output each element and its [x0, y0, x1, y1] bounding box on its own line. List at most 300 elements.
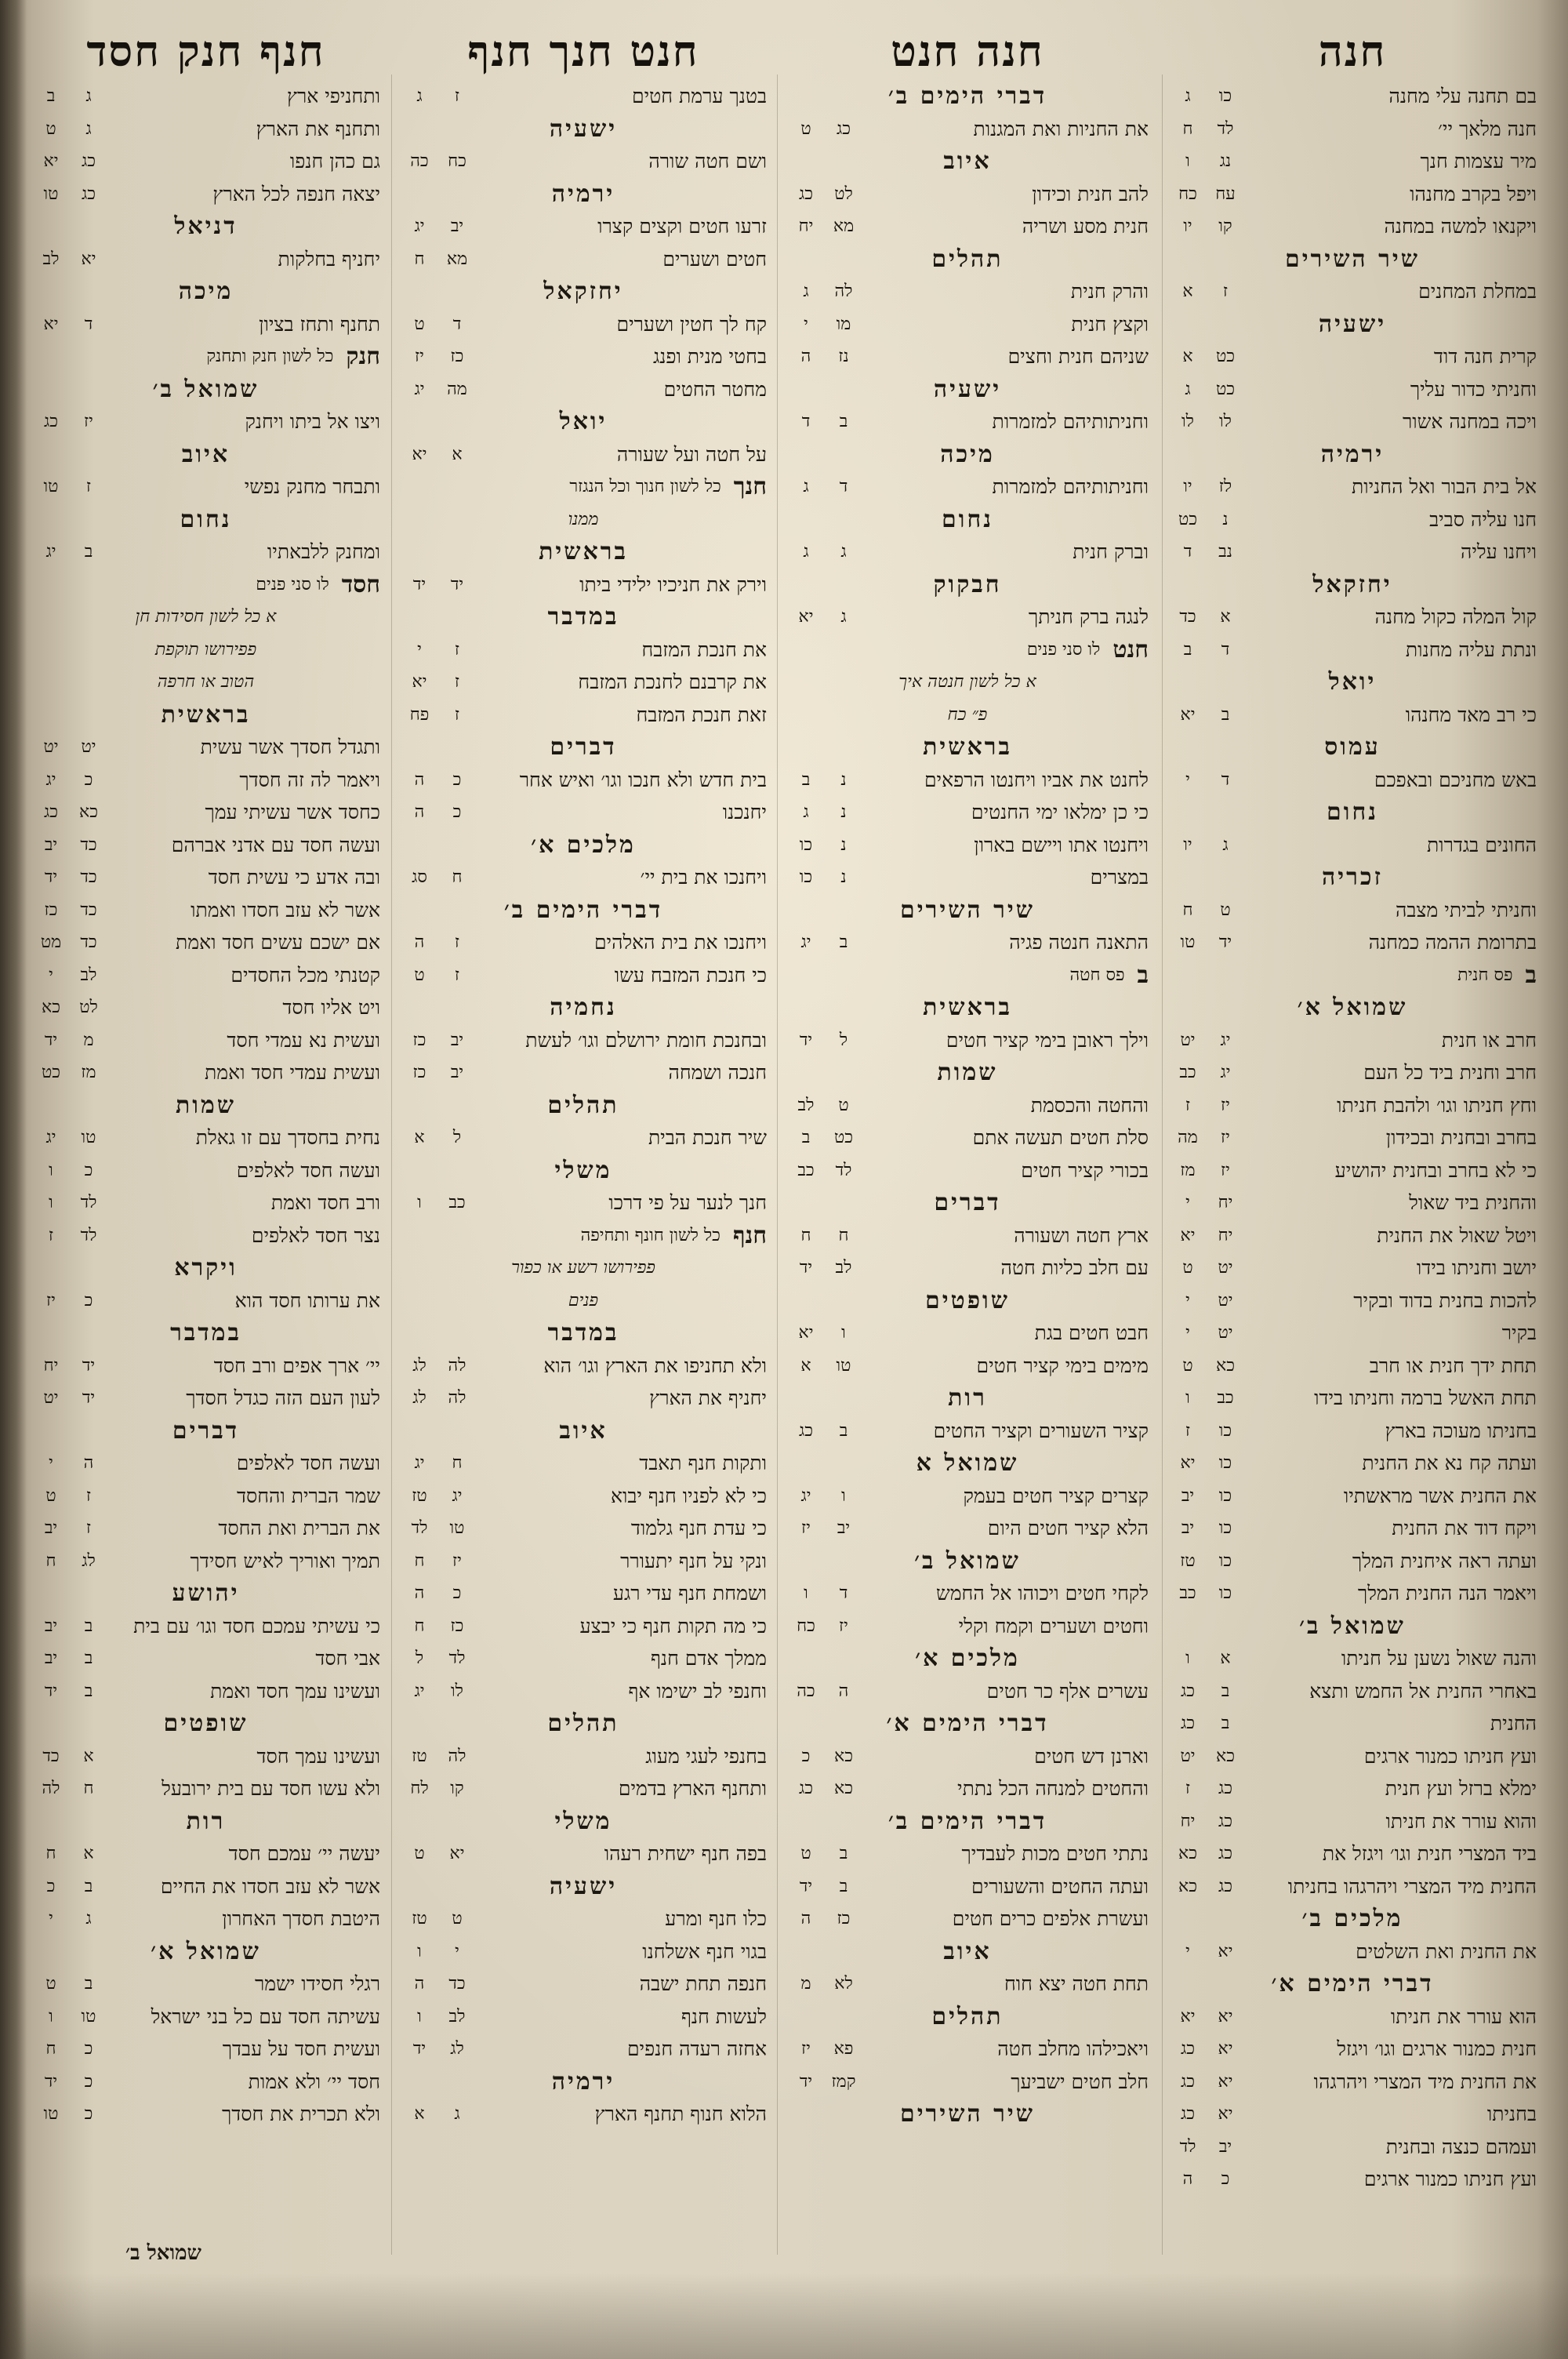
concordance-entry [400, 764, 767, 797]
column-body [31, 80, 380, 2131]
book-heading: נחום [180, 505, 232, 533]
concordance-entry [1168, 275, 1537, 308]
entry-chapter: יד [450, 574, 464, 594]
concordance-entry [786, 1870, 1149, 1903]
entry-chapter: לב [835, 1258, 852, 1278]
entry-quote: את החנית אשר מראשתיו [1343, 1484, 1537, 1507]
book-heading: שמות [937, 1059, 998, 1086]
entry-quote: קרית חנה דוד [1433, 345, 1537, 368]
concordance-entry [31, 243, 380, 276]
entry-verse: ט [800, 1844, 811, 1863]
concordance-entry [1168, 1805, 1537, 1838]
entry-quote: ויחנכו את בית האלהים [593, 931, 767, 954]
column-body [1168, 80, 1537, 2196]
entry-chapter: לג [450, 2039, 464, 2059]
entry-quote: יי׳ ארך אפים ורב חסד [213, 1354, 380, 1377]
entry-quote: על חטה ועל שעורה [616, 442, 767, 466]
entry-quote: החונים בגדרות [1426, 833, 1537, 856]
entry-chapter: ט [452, 1909, 463, 1928]
entry-quote: והחטים למנחה הכל נתתי [957, 1777, 1149, 1800]
concordance-entry [400, 666, 767, 699]
entry-verse: א [414, 1128, 425, 1147]
concordance-entry [400, 959, 767, 992]
entry-chapter: כ [452, 802, 462, 822]
concordance-entry [786, 926, 1149, 959]
root-word: חנף [732, 1221, 767, 1249]
concordance-entry [31, 2001, 380, 2034]
entry-chapter: כט [1215, 379, 1236, 399]
concordance-entry [400, 1837, 767, 1870]
concordance-entry [1168, 2131, 1537, 2164]
entry-verse: לד [1179, 2136, 1196, 2157]
entry-quote: זאת חנכת המזבח [636, 703, 767, 726]
entry-quote: נחית בחסדך עם זו גאלת [195, 1126, 380, 1149]
entry-verse: יא [1180, 704, 1196, 725]
entry-quote: תחנף ותחז בציון [259, 312, 380, 336]
concordance-entry [400, 1447, 767, 1480]
concordance-entry [31, 861, 380, 894]
entry-chapter: כג [1218, 1779, 1232, 1798]
concordance-entry [400, 373, 767, 406]
entry-verse: טו [43, 477, 59, 496]
concordance-entry [786, 1772, 1149, 1805]
concordance-entry [786, 2033, 1149, 2066]
entry-verse: לב [797, 1095, 815, 1115]
entry-chapter: כג [1218, 1844, 1232, 1863]
entry-chapter: מא [446, 249, 468, 269]
entry-quote: וחנפי לב ישימו אף [628, 1679, 767, 1703]
entry-quote: כי כן ימלאו ימי החנטים [971, 801, 1149, 823]
entry-verse: כ [801, 1746, 811, 1766]
concordance-entry [1168, 2001, 1537, 2034]
entry-quote: מיר עצמות חנך [1420, 150, 1537, 173]
concordance-entry [31, 1447, 380, 1480]
concordance-entry [786, 1837, 1149, 1870]
concordance-entry [786, 340, 1149, 373]
entry-verse: ו [417, 1193, 422, 1212]
entry-quote: ועשה חסד לאלפים [236, 1452, 380, 1474]
entry-quote: ממלך אדם חנף [650, 1647, 767, 1670]
entry-verse: ו [49, 1193, 53, 1212]
entry-chapter: לב [448, 2006, 466, 2026]
entry-quote: סלת חטים תעשה אתם [972, 1126, 1149, 1149]
entry-verse: ח [414, 1550, 425, 1571]
entry-quote: ועשינו עמך חסד ואמת [210, 1679, 380, 1703]
entry-verse: לב [42, 249, 60, 269]
entry-verse: לד [411, 1518, 428, 1538]
entry-quote: את קרבנם לחנכת המזבח [578, 671, 767, 693]
entry-quote: אל בית הבור ואל החניות [1351, 475, 1537, 498]
entry-chapter: ד [839, 1583, 848, 1603]
entry-verse: יו [1183, 216, 1192, 236]
entry-verse: י [417, 639, 422, 660]
root-explanation: א כל לשון חנטה איך [898, 672, 1036, 692]
concordance-entry [786, 601, 1149, 634]
entry-quote: את ערותו חסד הוא [234, 1289, 380, 1312]
entry-chapter: כא [79, 802, 98, 822]
entry-chapter: עח [1215, 184, 1236, 204]
entry-verse: כג [1180, 2071, 1195, 2092]
entry-chapter: יג [452, 1485, 463, 1506]
entry-quote: באש מחניכם ובאפכם [1374, 768, 1537, 791]
entry-verse: י [1185, 1941, 1190, 1961]
entry-verse: מז [1180, 1160, 1196, 1180]
concordance-entry [786, 1512, 1149, 1545]
entry-quote: כי מה תקות חנף כי יבצע [579, 1614, 767, 1637]
concordance-entry [31, 2033, 380, 2066]
entry-verse: ה [414, 769, 425, 790]
entry-verse: ט [45, 1974, 56, 1994]
entry-chapter: ב [84, 542, 93, 562]
entry-verse: יד [44, 1030, 58, 1050]
entry-chapter: יג [1220, 1063, 1231, 1082]
entry-quote: יחניף את הארץ [649, 1387, 767, 1409]
concordance-entry [31, 894, 380, 927]
root-explanation: א כל לשון חסידות חן [135, 607, 277, 627]
entry-verse: ו [1185, 1648, 1190, 1668]
entry-quote: הלא קציר חטים היום [987, 1517, 1149, 1539]
book-heading: דברים [172, 1416, 240, 1445]
concordance-entry [31, 1772, 380, 1805]
entry-verse: ל [415, 1648, 424, 1668]
entry-verse: ט [414, 1844, 425, 1863]
entry-verse: טז [412, 1485, 427, 1506]
entry-chapter: מ [83, 1030, 94, 1050]
entry-verse: יז [415, 347, 424, 366]
root-note: כל לשון חונף ותחיפה [580, 1225, 720, 1245]
concordance-entry [1168, 145, 1537, 178]
entry-verse: טז [412, 1909, 427, 1928]
entry-chapter: ל [839, 1030, 848, 1050]
concordance-entry [786, 796, 1149, 829]
entry-verse: ז [1185, 1095, 1191, 1115]
entry-quote: בחרב ובחנית ובכידון [1385, 1126, 1537, 1149]
entry-verse: ו [49, 1160, 53, 1180]
entry-verse: י [49, 1453, 53, 1473]
book-heading: רות [948, 1384, 987, 1412]
entry-quote: ושם חטה שורה [648, 150, 767, 173]
concordance-entry [786, 861, 1149, 894]
concordance-entry [1168, 764, 1537, 797]
concordance-entry [1168, 2066, 1537, 2099]
entry-verse: ח [800, 1225, 811, 1245]
entry-quote: במחלת המחנים [1418, 280, 1537, 303]
entry-verse: כג [43, 802, 58, 822]
entry-verse: ב [801, 769, 811, 790]
entry-quote: תחת ידך חנית או חרב [1369, 1354, 1537, 1377]
entry-verse: יג [414, 379, 425, 399]
concordance-entry [786, 1480, 1149, 1513]
entry-chapter: קמז [831, 2071, 856, 2092]
concordance-entry [786, 178, 1149, 211]
entry-chapter: א [83, 1746, 94, 1766]
entry-chapter: יא [1218, 2006, 1233, 2026]
concordance-entry [1168, 1512, 1537, 1545]
concordance-entry [31, 471, 380, 503]
concordance-entry [1168, 2098, 1537, 2131]
concordance-entry [786, 308, 1149, 341]
entry-quote: ועשית חסד על עבדך [222, 2037, 380, 2060]
entry-quote: קצרים קציר חטים בעמק [963, 1484, 1149, 1507]
concordance-entry [400, 569, 767, 602]
concordance-entry [31, 1024, 380, 1057]
entry-quote: בגוי חנף אשלחנו [642, 1939, 767, 1963]
book-heading: במדבר [547, 1319, 619, 1347]
entry-quote: ותגדל חסדך אשר עשית [200, 736, 380, 758]
entry-chapter: כו [1218, 86, 1232, 106]
entry-quote: עשרים אלף כר חטים [986, 1679, 1149, 1703]
entry-chapter: ל [452, 1128, 462, 1147]
concordance-entry [1168, 1447, 1537, 1480]
entry-verse: כ [46, 1876, 56, 1896]
concordance-column-2 [786, 25, 1149, 2268]
entry-quote: ביד המצרי חנית וגו׳ ויגזל את [1322, 1842, 1537, 1865]
entry-verse: יא [43, 314, 59, 334]
entry-chapter: יד [82, 1355, 96, 1376]
entry-quote: להכות בחנית בדוד ובקיר [1353, 1289, 1537, 1312]
concordance-entry [1168, 1024, 1537, 1057]
entry-chapter: ג [454, 2104, 460, 2124]
entry-verse: ד [1183, 542, 1192, 562]
concordance-entry [400, 1903, 767, 1936]
entry-chapter: ב [1221, 704, 1230, 725]
entry-verse: ב [801, 1128, 811, 1147]
entry-quote: ויטל שאול את החנית [1377, 1223, 1537, 1247]
entry-chapter: ז [1222, 282, 1229, 301]
entry-verse: יו [1183, 834, 1192, 855]
concordance-entry [400, 243, 767, 276]
entry-quote: ושמחת חנף עדי רגע [612, 1582, 767, 1605]
entry-chapter: ב [1221, 1681, 1230, 1701]
concordance-entry [786, 1219, 1149, 1252]
entry-chapter: לד [80, 1193, 97, 1212]
entry-quote: גם כהן חנפו [289, 150, 380, 173]
entry-verse: יד [799, 2071, 813, 2092]
concordance-entry [1168, 1740, 1537, 1773]
entry-chapter: ב [839, 932, 848, 952]
entry-verse: יג [414, 216, 425, 236]
entry-verse: יד [799, 1258, 813, 1278]
entry-chapter: א [1220, 1648, 1231, 1668]
entry-verse: יג [800, 932, 811, 952]
concordance-entry [400, 1121, 767, 1154]
entry-chapter: ה [83, 1453, 94, 1473]
concordance-entry [400, 2098, 767, 2131]
entry-chapter: כ [84, 1290, 93, 1310]
entry-quote: חנית מסע ושריה [1022, 215, 1149, 238]
entry-quote: את חנכת המזבח [641, 638, 767, 661]
entry-quote: יחניף בחלקות [278, 247, 380, 271]
entry-chapter: נז [838, 347, 849, 366]
entry-chapter: לד [448, 1648, 466, 1668]
entry-quote: וחץ חניתו וגו׳ ולהבת חניתו [1337, 1093, 1537, 1117]
entry-quote: ולא תכרית את חסדך [221, 2103, 380, 2125]
concordance-entry [1168, 1936, 1537, 1968]
root-note: לו סני פנים [1026, 639, 1101, 660]
entry-chapter: ג [85, 118, 92, 139]
entry-verse: ג [803, 477, 809, 496]
entry-chapter: ד [452, 314, 462, 334]
entry-quote: יעשה יי׳ עמכם חסד [228, 1842, 380, 1865]
book-heading: דניאל [174, 213, 238, 240]
entry-verse: ה [800, 1909, 811, 1928]
entry-verse: מה [1178, 1128, 1198, 1147]
book-heading: איוב [943, 147, 992, 175]
entry-chapter: יז [1221, 1160, 1230, 1180]
entry-chapter: לה [834, 282, 853, 301]
entry-verse: יא [1180, 2006, 1196, 2026]
entry-chapter: ט [838, 1095, 849, 1115]
concordance-entry [1168, 601, 1537, 634]
entry-quote: קטנתי מכל החסדים [230, 963, 380, 987]
entry-chapter: נב [1218, 542, 1232, 562]
entry-quote: כי חנכת המזבח עשו [614, 963, 767, 987]
entry-quote: לעון העם הזה כגדל חסדך [186, 1387, 380, 1409]
entry-chapter: ח [452, 867, 463, 887]
entry-quote: ותקות חנף תאבד [639, 1452, 767, 1474]
concordance-entry [1168, 1707, 1537, 1740]
entry-quote: כי רב מאד מחנהו [1405, 703, 1537, 726]
entry-quote: וילך ראובן בימי קציר חטים [946, 1028, 1149, 1052]
entry-chapter: כח [448, 151, 466, 171]
entry-chapter: ד [1221, 639, 1230, 660]
entry-chapter: יא [1218, 2071, 1233, 2092]
concordance-entry [400, 796, 767, 829]
entry-verse: לג [412, 1355, 426, 1376]
book-heading: בראשית [161, 700, 251, 729]
book-heading: מלכים א׳ [915, 1645, 1020, 1672]
concordance-entry [1168, 1056, 1537, 1089]
entry-quote: לנגה ברק חניתך [1028, 605, 1149, 628]
concordance-entry [786, 764, 1149, 797]
entry-chapter: יט [1218, 1258, 1233, 1278]
entry-chapter: פא [833, 2039, 854, 2059]
entry-chapter: לד [1217, 118, 1234, 139]
entry-chapter: יד [82, 1388, 96, 1408]
entry-chapter: יד [1218, 932, 1232, 952]
concordance-entry [400, 1056, 767, 1089]
book-heading: דברי הימים א׳ [886, 1710, 1049, 1737]
entry-quote: עשיתה חסד עם כל בני ישראל [151, 2005, 380, 2028]
book-heading: שמואל א׳ [1297, 994, 1408, 1021]
entry-verse: יג [45, 769, 56, 790]
column-heading: חנף חנק חסד [86, 26, 325, 76]
entry-verse: כג [1180, 2104, 1195, 2124]
book-heading: דברים [550, 733, 617, 761]
entry-verse: יח [798, 216, 814, 236]
entry-verse: ג [803, 802, 809, 822]
concordance-entry [31, 1870, 380, 1903]
concordance-entry [400, 1610, 767, 1643]
book-heading: יואל [559, 408, 608, 435]
entry-quote: ותבחר מחנק נפשי [244, 475, 380, 498]
entry-chapter: כ [452, 769, 462, 790]
entry-verse: ה [414, 1974, 425, 1994]
entry-quote: תחת האשל ברמה וחניתו בידו [1314, 1387, 1537, 1409]
entry-verse: לו [1181, 412, 1194, 431]
entry-quote: לחנט את אביו ויחנטו הרפאים [924, 768, 1149, 791]
entry-chapter: נ [1222, 509, 1229, 529]
entry-chapter: לו [451, 1681, 463, 1701]
entry-chapter: לג [82, 1550, 96, 1571]
concordance-entry [31, 731, 380, 764]
concordance-entry [400, 1968, 767, 2001]
book-heading: בראשית [539, 538, 628, 565]
entry-chapter: ו [841, 1323, 846, 1343]
entry-chapter: לד [80, 1225, 97, 1245]
entry-chapter: כ [84, 2071, 93, 2092]
root-explanation: פנים [568, 1290, 599, 1310]
entry-verse: יא [412, 444, 427, 464]
entry-quote: ויאכילהו מחלב חטה [997, 2037, 1149, 2060]
entry-quote: ויקח דוד את החנית [1392, 1517, 1537, 1539]
entry-chapter: כג [836, 118, 851, 139]
concordance-entry [31, 1056, 380, 1089]
entry-verse: ה [414, 1583, 425, 1603]
entry-quote: לעשות חנף [681, 2005, 767, 2028]
entry-quote: ויחנכו את בית יי׳ [640, 866, 767, 889]
root-heading [400, 471, 767, 503]
entry-chapter: טו [836, 1355, 851, 1376]
concordance-entry [786, 1317, 1149, 1350]
entry-chapter: ב [839, 1876, 848, 1896]
book-heading: איוב [181, 440, 230, 468]
entry-chapter: כט [833, 1128, 854, 1147]
entry-chapter: לט [834, 184, 853, 204]
entry-chapter: יב [450, 1063, 464, 1082]
entry-verse: יד [799, 1030, 813, 1050]
concordance-entry [31, 1740, 380, 1773]
book-heading: שיר השירים [900, 896, 1035, 924]
concordance-entry [1168, 1154, 1537, 1187]
entry-quote: ויקנאו למשה במחנה [1384, 215, 1537, 238]
entry-verse: טו [43, 2104, 59, 2124]
entry-chapter: ח [83, 1779, 94, 1798]
entry-chapter: יז [84, 412, 93, 431]
entry-verse: ד [801, 412, 811, 431]
concordance-entry [31, 1480, 380, 1513]
entry-chapter: כז [837, 1909, 851, 1928]
entry-quote: מחטר החטים [663, 377, 767, 401]
concordance-entry [786, 1903, 1149, 1936]
entry-chapter: כא [834, 1779, 853, 1798]
book-heading: ישעיה [933, 375, 1002, 403]
entry-quote: רגלי חסידו ישמר [254, 1972, 380, 1995]
concordance-entry [786, 1024, 1149, 1057]
concordance-entry [31, 1675, 380, 1708]
entry-chapter: ב [84, 1681, 93, 1701]
concordance-entry [1168, 2033, 1537, 2066]
book-heading: ישעיה [549, 114, 618, 143]
root-heading [786, 634, 1149, 667]
concordance-entry [1168, 1675, 1537, 1708]
entry-chapter: כ [1221, 2169, 1230, 2189]
entry-chapter: כג [1218, 1876, 1232, 1896]
book-heading: ירמיה [551, 2067, 615, 2095]
entry-quote: נצר חסד לאלפים [251, 1223, 380, 1247]
entry-quote: וחניתי לביתי מצבה [1395, 898, 1537, 921]
entry-verse: יג [800, 1485, 811, 1506]
entry-chapter: ז [454, 932, 460, 952]
root-note: פס חטה [1069, 965, 1125, 985]
entry-quote: במצרים [1090, 866, 1149, 889]
entry-quote: אבי חסד [315, 1647, 380, 1670]
book-heading: נחום [942, 505, 993, 533]
entry-verse: ז [48, 1225, 54, 1245]
entry-verse: כא [42, 998, 60, 1017]
concordance-entry [400, 861, 767, 894]
entry-quote: בטנך ערמת חטים [632, 85, 767, 107]
